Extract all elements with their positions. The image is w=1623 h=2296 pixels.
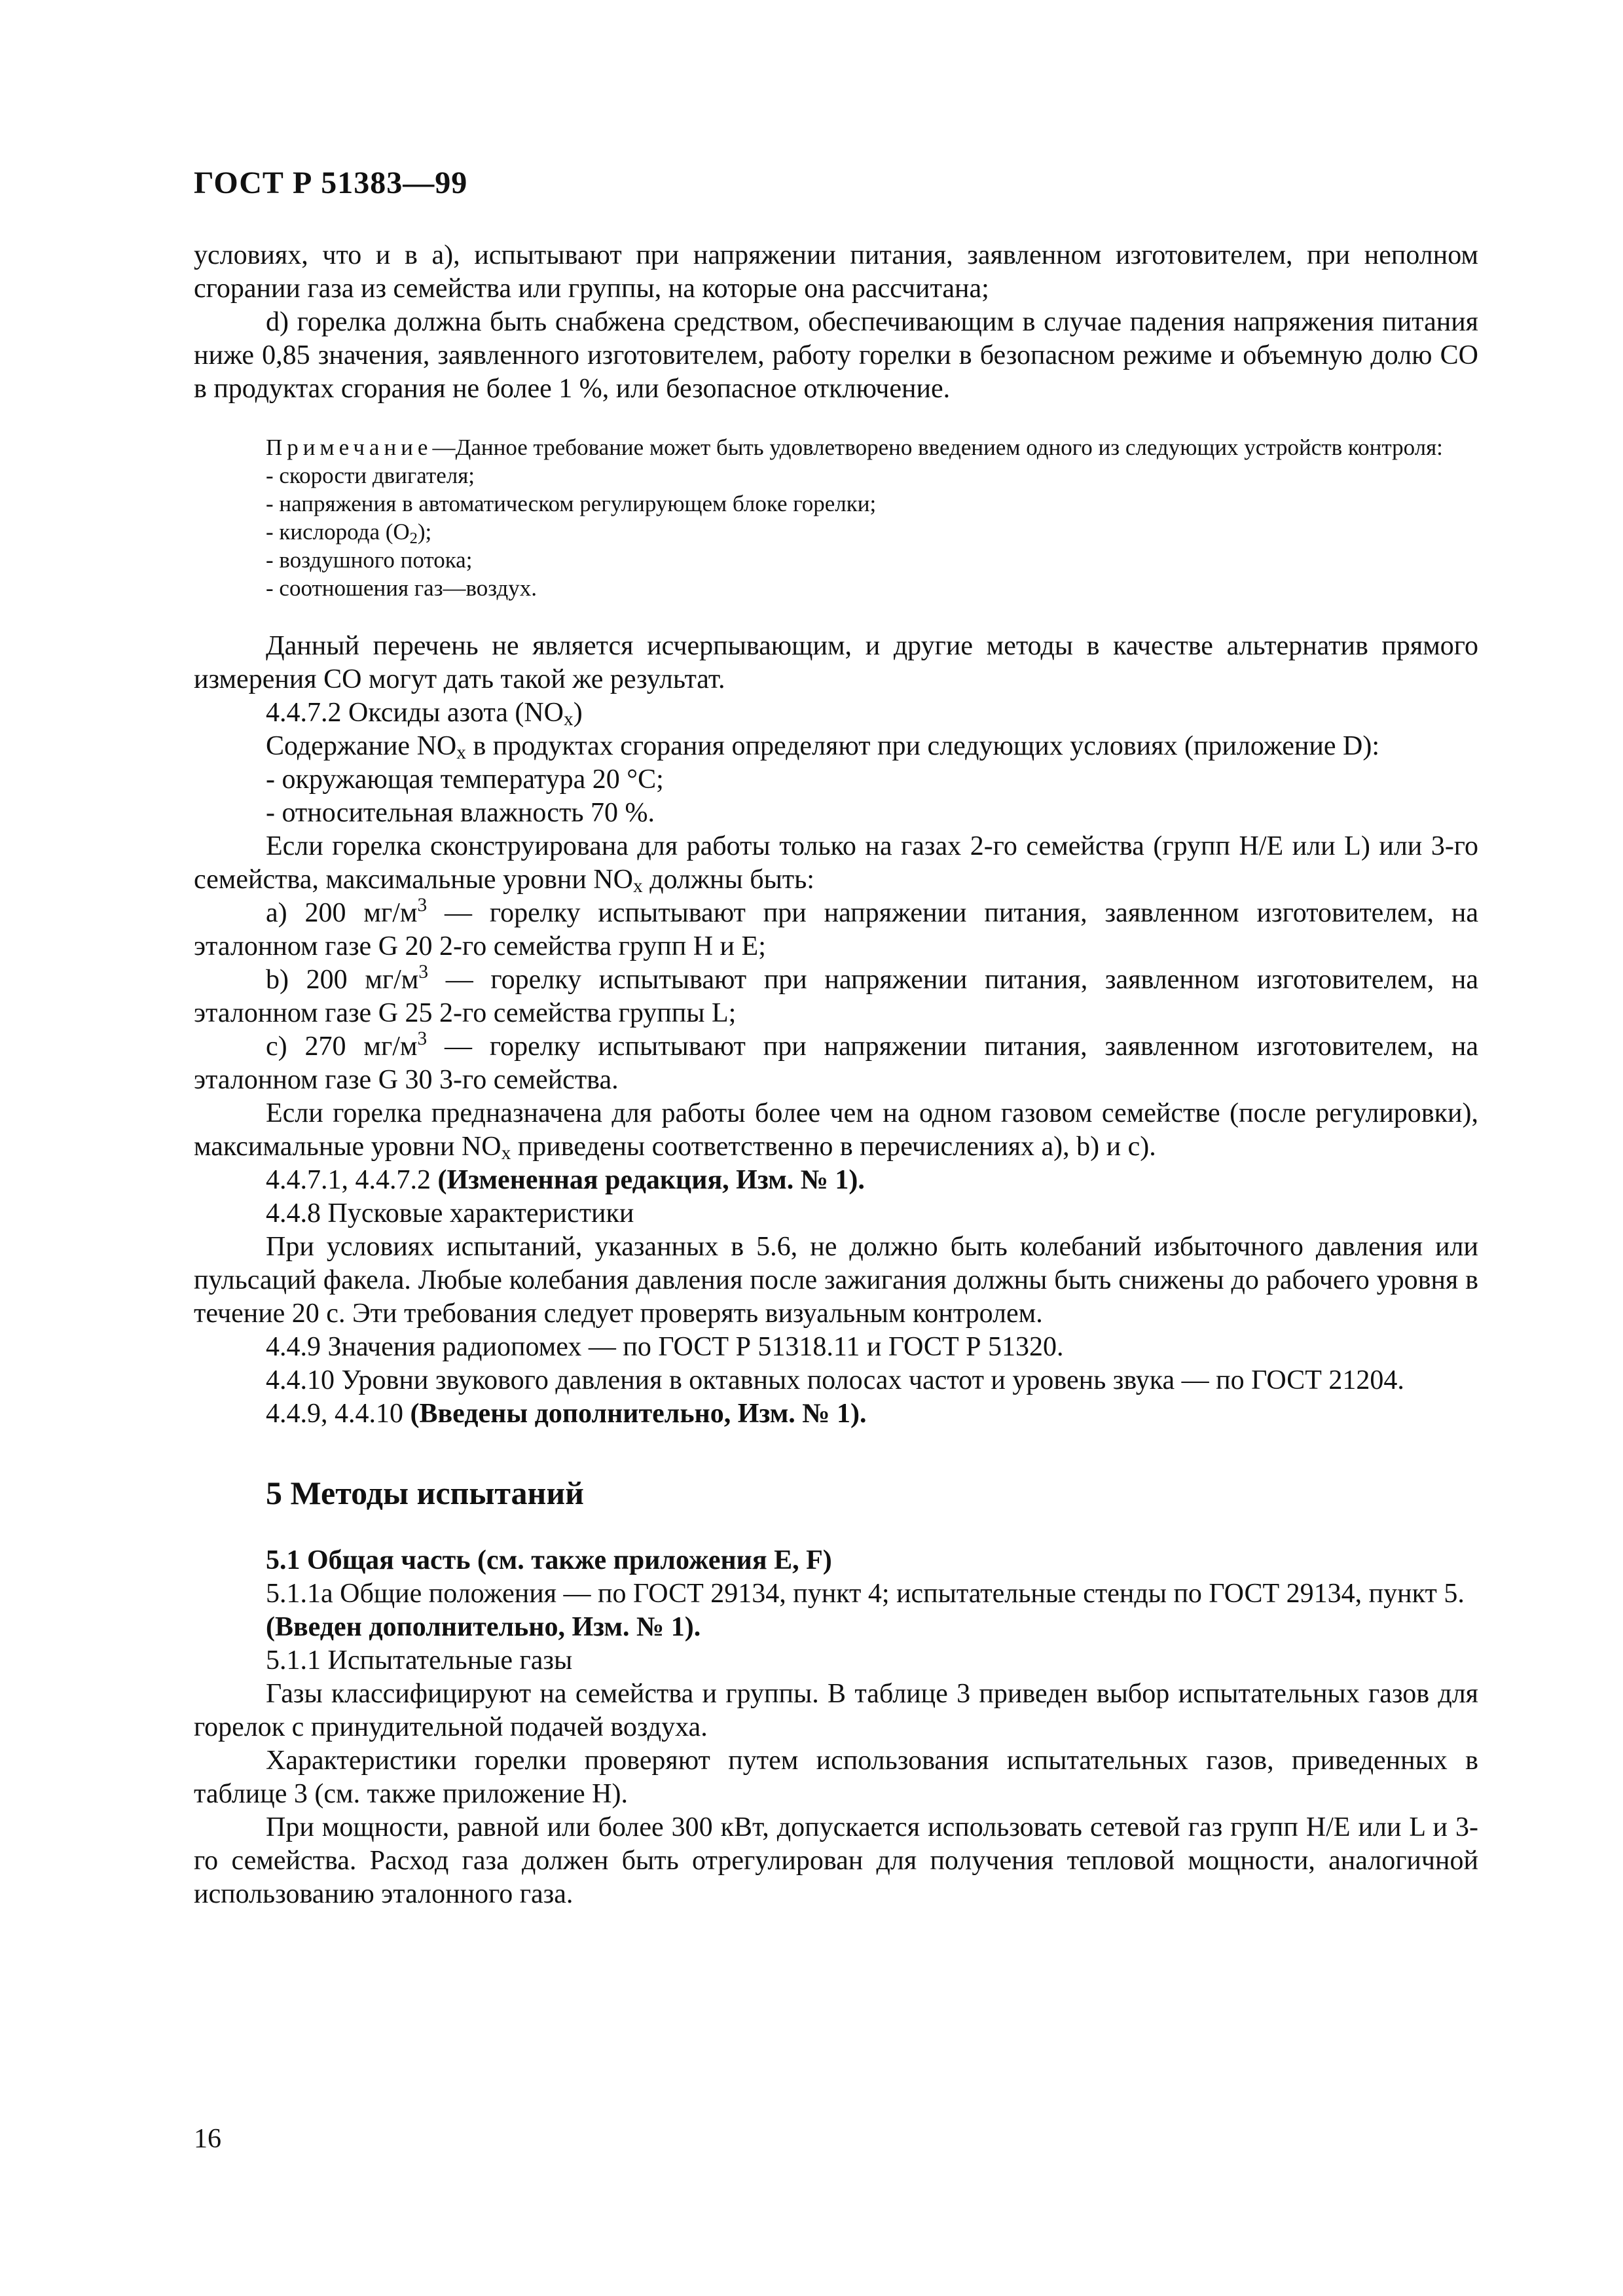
paragraph: Содержание $NO_x$ в продуктах сгорания определяют при следующих условиях (приложение D): [266,731,1380,763]
amendment-note: (Введен дополнительно, Изм. № 1). [266,1612,701,1642]
note-block [194,433,1478,602]
clause-heading: 4.4.8 Пусковые характеристики [266,1198,634,1229]
note-list-item: - кислорода $(O_2)$; [266,519,432,547]
amendment-note: 4.4.9, 4.4.10 (Введены дополнительно, Изм. № 1). [266,1399,867,1429]
paragraph: 4.4.9 Значения радиопомех — по ГОСТ Р 51318.11 и ГОСТ Р 51320. [266,1332,1064,1362]
paragraph: Газы классифицируют на семейства и группы. В таблице 3 приведен выбор испытательных газов для горелок с принудительной подачей воздуха. [194,1679,1478,1742]
paragraph: Если горелка сконструирована для работы только на газах 2-го семейства (групп Н/Е или L) или 3-го семейства, максимальные уровни $NO_x$ должны быть: [194,831,1478,897]
list-item: - относительная влажность 70 %. [266,798,655,828]
paragraph: 4.4.10 Уровни звукового давления в октавных полосах частот и уровень звука — по ГОСТ 21204. [266,1365,1404,1395]
clause-heading: 4.4.7.2 Оксиды азота $(NO_x)$ [266,698,583,730]
note-list-item: - скорости двигателя; [266,463,475,488]
document-header: ГОСТ Р 51383—99 [194,166,468,200]
paragraph: d) горелка должна быть снабжена средством, обеспечивающим в случае падения напряжения питания ниже 0,85 значения, заявленного изготовителем, работу горелки в безопасном режиме и объемную долю СО в продуктах сгорания не более 1 %, или безопасное отключение. [194,307,1478,404]
note-intro [194,433,1478,461]
list-item: с) 270 $мг/м^3$ — горелку испытывают при напряжении питания, заявленном изготовителем, на эталонном газе G 30 3-го семейства. [194,1028,1478,1095]
note-list-item: - соотношения газ—воздух. [266,575,538,601]
paragraph: При условиях испытаний, указанных в 5.6, не должно быть колебаний избыточного давления или пульсаций факела. Любые колебания давления после зажигания должны быть снижены до рабочего уровня в течение 20 с. Эти требования следует проверять визуальным контролем. [194,1232,1478,1329]
list-item: а) 200 $мг/м^3$ — горелку испытывают при напряжении питания, заявленном изготовителем, на эталонном газе G 20 2-го семейства групп Н и Е; [194,895,1478,961]
list-item: - окружающая температура 20 °С; [266,764,664,795]
clause-heading: 5.1.1 Испытательные газы [266,1645,573,1676]
note-text: —Данное требование может быть удовлетворено введением одного из следующих устройств контроля: [432,435,1443,460]
paragraph: Характеристики горелки проверяют путем использования испытательных газов, приведенных в таблице 3 (см. также приложение Н). [194,1746,1478,1809]
note-list-item: - воздушного потока; [266,547,473,573]
subsection-heading: 5.1 Общая часть (см. также приложения Е, F) [266,1545,832,1575]
note-label: Примечание [266,435,433,460]
document-body [194,239,1478,1911]
paragraph: 5.1.1а Общие положения — по ГОСТ 29134, пункт 4; испытательные стенды по ГОСТ 29134, пункт 5. [266,1579,1465,1609]
page-number: 16 [194,2124,221,2154]
amendment-note: 4.4.7.1, 4.4.7.2 (Измененная редакция, Изм. № 1). [266,1165,865,1195]
note-list-item: - напряжения в автоматическом регулирующем блоке горелки; [266,491,877,516]
section-heading: 5 Методы испытаний [266,1475,584,1511]
paragraph: Если горелка предназначена для работы более чем на одном газовом семействе (после регулировки), максимальные уровни $NO_x$ приведены соответственно в перечислениях а), b) и с). [194,1098,1478,1164]
list-item: b) 200 $мг/м^3$ — горелку испытывают при напряжении питания, заявленном изготовителем, на эталонном газе G 25 2-го семейства группы L; [194,961,1478,1028]
paragraph: условиях, что и в а), испытывают при напряжении питания, заявленном изготовителем, при неполном сгорании газа из семейства или группы, на которые она рассчитана; [194,240,1478,304]
paragraph: При мощности, равной или более 300 кВт, допускается использовать сетевой газ групп Н/Е или L и 3-го семейства. Расход газа должен быть отрегулирован для получения тепловой мощности, аналогичной использованию эталонного газа. [194,1812,1478,1909]
paragraph: Данный перечень не является исчерпывающим, и другие методы в качестве альтернатив прямого измерения СО могут дать такой же результат. [194,631,1478,694]
